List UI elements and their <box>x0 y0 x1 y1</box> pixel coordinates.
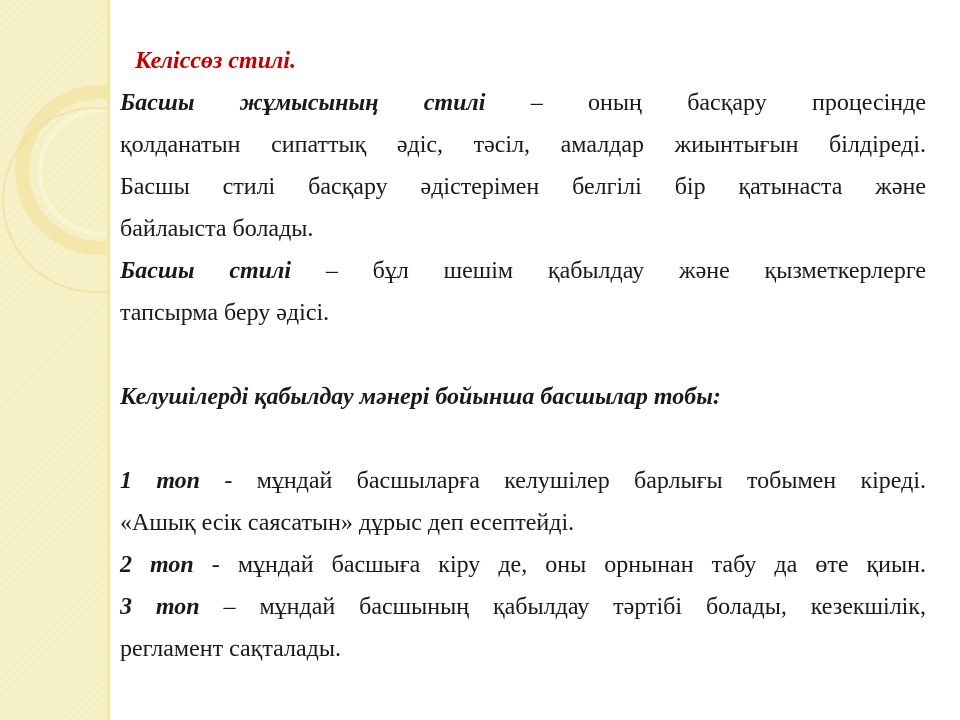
p1-rest: – оның басқару процесінде <box>485 90 926 116</box>
p1-line-4: байлаыста болады. <box>120 216 314 242</box>
group-2-text: - мұндай басшыға кіру де, оны орнынан табу да өте қиын. <box>193 552 926 578</box>
p1-term: Басшы жұмысының стилі <box>120 90 486 116</box>
groups-heading: Келушілерді қабылдау мәнері бойынша басшылар тобы: <box>120 384 721 410</box>
p1-line-2: қолданатын сипаттық әдіс, тәсіл, амалдар жиынтығын білдіреді. <box>120 132 926 158</box>
decorative-rings <box>0 0 107 720</box>
group-1-text: - мұндай басшыларға келушілер барлығы тобымен кіреді. <box>200 468 926 494</box>
group-3-label: 3 топ <box>120 594 200 620</box>
group-2-label: 2 топ <box>120 552 194 578</box>
spacer <box>120 334 926 376</box>
p1-line-3: Басшы стилі басқару әдістерімен белгілі бір қатынаста және <box>120 174 926 200</box>
group-3-line-1 <box>120 586 926 628</box>
group-1-line-2: «Ашық есік саясатын» дұрыс деп есептейді. <box>120 510 575 536</box>
p1-line-1 <box>120 82 926 124</box>
group-1-label: 1 топ <box>120 468 201 494</box>
p2-line-2: тапсырма беру әдісі. <box>120 300 330 326</box>
group-2-line-1 <box>120 544 926 586</box>
slide-title: Келіссөз стилі. <box>135 48 297 74</box>
p2-line-1 <box>120 250 926 292</box>
decorative-side-band <box>0 0 107 720</box>
group-3-text: – мұндай басшының қабылдау тәртібі болады, кезекшілік, <box>199 594 926 620</box>
spacer <box>120 418 926 460</box>
slide-body <box>120 40 926 670</box>
group-3-line-2: регламент сақталады. <box>120 636 341 662</box>
p2-term: Басшы стилі <box>120 258 292 284</box>
side-divider <box>107 0 110 720</box>
group-1-line-1 <box>120 460 926 502</box>
p2-rest: – бұл шешім қабылдау және қызметкерлерге <box>291 258 926 284</box>
